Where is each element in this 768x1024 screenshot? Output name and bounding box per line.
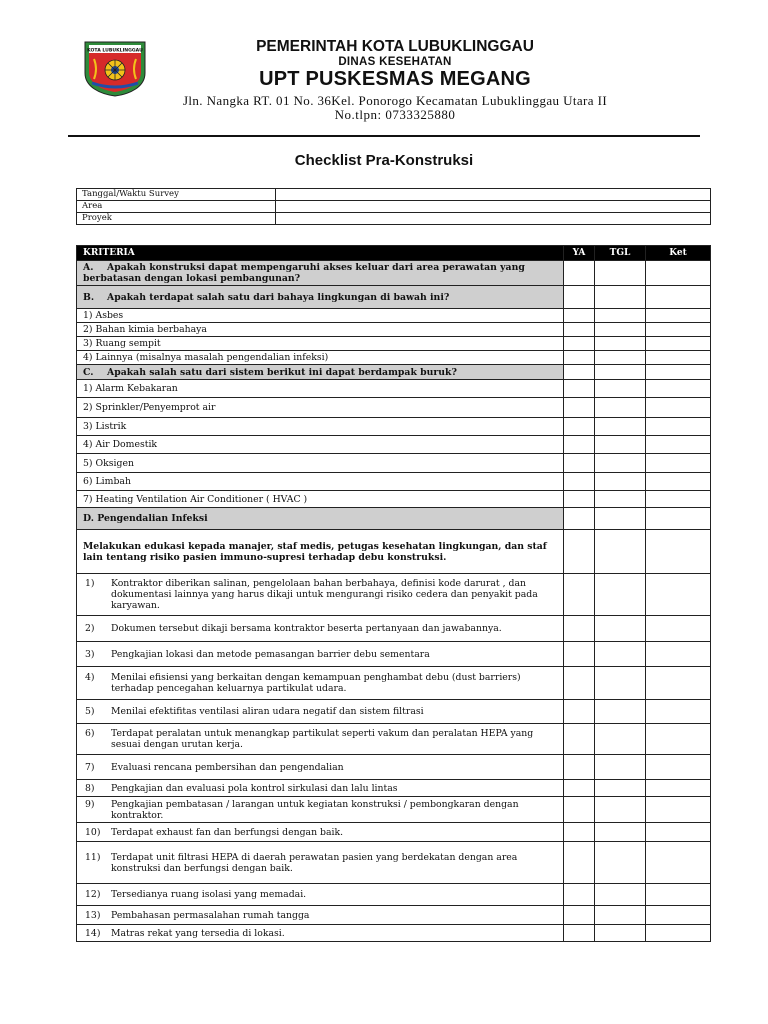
section-text: Apakah konstruksi dapat mempengaruhi akses keluar dari area perawatan yang berbatasan dengan lokasi pembangunan? <box>83 262 525 284</box>
criteria-cell <box>77 574 564 616</box>
tgl-cell[interactable] <box>595 473 646 491</box>
tgl-cell[interactable] <box>595 780 646 797</box>
ya-check-cell[interactable] <box>564 724 595 755</box>
ya-check-cell[interactable] <box>564 925 595 942</box>
ket-cell[interactable] <box>646 436 711 454</box>
tgl-cell[interactable] <box>595 380 646 398</box>
ya-check-cell[interactable] <box>564 380 595 398</box>
ya-check-cell[interactable] <box>564 454 595 473</box>
criteria-cell <box>77 667 564 700</box>
table-row <box>77 574 711 616</box>
item-text: Kontraktor diberikan salinan, pengelolaan bahan berbahaya, definisi kode darurat , dan dokumentasi lainnya yang harus dikaji untuk mengurangi risiko cedera dan penyakit pada karyawan. <box>111 578 538 611</box>
table-row <box>77 797 711 823</box>
ya-check-cell[interactable] <box>564 398 595 418</box>
section-text: Apakah salah satu dari sistem berikut ini dapat berdampak buruk? <box>107 366 457 378</box>
criteria-cell <box>77 418 564 436</box>
survey-value-field[interactable] <box>276 213 711 225</box>
ket-cell[interactable] <box>646 473 711 491</box>
ket-cell[interactable] <box>646 454 711 473</box>
ya-check-cell[interactable] <box>564 780 595 797</box>
item-number: 10) <box>85 826 101 838</box>
item-number: 14) <box>85 927 101 939</box>
ket-cell[interactable] <box>646 365 711 380</box>
tgl-cell[interactable] <box>595 530 646 574</box>
header-ya: YA <box>564 246 595 261</box>
table-row <box>77 642 711 667</box>
header-divider <box>68 135 700 137</box>
criteria-cell <box>77 454 564 473</box>
criteria-cell <box>77 925 564 942</box>
criteria-cell <box>77 351 564 365</box>
tgl-cell[interactable] <box>595 642 646 667</box>
ya-check-cell[interactable] <box>564 323 595 337</box>
tgl-cell[interactable] <box>595 884 646 906</box>
ket-cell[interactable] <box>646 337 711 351</box>
document-title: Checklist Pra-Konstruksi <box>294 152 474 169</box>
criteria-text: 3) Ruang sempit <box>83 338 161 349</box>
ket-cell[interactable] <box>646 616 711 642</box>
table-row <box>77 530 711 574</box>
section-row <box>77 261 711 286</box>
table-row <box>77 884 711 906</box>
criteria-text: 4) Air Domestik <box>83 439 158 450</box>
criteria-text: 3) Listrik <box>83 421 127 432</box>
item-number: 2) <box>85 623 95 634</box>
table-row <box>77 780 711 797</box>
tgl-cell[interactable] <box>595 616 646 642</box>
tgl-cell[interactable] <box>595 755 646 780</box>
gov-name: PEMERINTAH KOTA LUBUKLINGGAU <box>256 38 534 55</box>
ya-check-cell[interactable] <box>564 473 595 491</box>
survey-label: Tanggal/Waktu Survey <box>77 189 276 201</box>
ket-cell[interactable] <box>646 780 711 797</box>
institution-name: UPT PUSKESMAS MEGANG <box>259 68 531 90</box>
table-row <box>77 842 711 884</box>
criteria-text: 2) Bahan kimia berbahaya <box>83 324 207 335</box>
table-row <box>77 398 711 418</box>
ket-cell[interactable] <box>646 823 711 842</box>
section-letter: C. <box>83 366 94 378</box>
criteria-cell <box>77 309 564 323</box>
criteria-cell <box>77 724 564 755</box>
item-text: Menilai efektifitas ventilasi aliran udara negatif dan sistem filtrasi <box>111 706 424 717</box>
criteria-text: D. Pengendalian Infeksi <box>83 513 208 524</box>
ket-cell[interactable] <box>646 286 711 309</box>
address-line: Jln. Nangka RT. 01 No. 36Kel. Ponorogo Kecamatan Lubuklinggau Utara II <box>182 93 608 108</box>
tgl-cell[interactable] <box>595 418 646 436</box>
checklist-table <box>76 245 711 942</box>
item-number: 4) <box>85 672 95 683</box>
criteria-cell <box>77 337 564 351</box>
criteria-cell <box>77 823 564 842</box>
ya-check-cell[interactable] <box>564 823 595 842</box>
ket-cell[interactable] <box>646 530 711 574</box>
ket-cell[interactable] <box>646 642 711 667</box>
header-tgl: TGL <box>595 246 646 261</box>
ket-cell[interactable] <box>646 884 711 906</box>
item-text: Terdapat unit filtrasi HEPA di daerah perawatan pasien yang berdekatan dengan area konstruksi dan berfungsi dengan baik. <box>111 851 518 874</box>
tgl-cell[interactable] <box>595 398 646 418</box>
ya-check-cell[interactable] <box>564 418 595 436</box>
tgl-cell[interactable] <box>595 667 646 700</box>
item-number: 11) <box>85 851 101 863</box>
ket-cell[interactable] <box>646 700 711 724</box>
ya-check-cell[interactable] <box>564 365 595 380</box>
survey-value-field[interactable] <box>276 189 711 201</box>
table-row <box>77 436 711 454</box>
ket-cell[interactable] <box>646 755 711 780</box>
ket-cell[interactable] <box>646 261 711 286</box>
ket-cell[interactable] <box>646 398 711 418</box>
criteria-cell <box>77 906 564 925</box>
item-number: 5) <box>85 706 95 717</box>
table-row <box>77 724 711 755</box>
criteria-cell <box>77 842 564 884</box>
item-text: Pengkajian lokasi dan metode pemasangan barrier debu sementara <box>111 648 430 660</box>
table-row <box>77 925 711 942</box>
ya-check-cell[interactable] <box>564 286 595 309</box>
item-number: 1) <box>85 578 95 589</box>
tgl-cell[interactable] <box>595 823 646 842</box>
tgl-cell[interactable] <box>595 508 646 530</box>
survey-row <box>77 189 711 201</box>
ket-cell[interactable] <box>646 906 711 925</box>
department-name: DINAS KESEHATAN <box>338 56 452 68</box>
criteria-text: 4) Lainnya (misalnya masalah pengendalian infeksi) <box>83 352 329 363</box>
table-row <box>77 473 711 491</box>
survey-row <box>77 213 711 225</box>
ya-check-cell[interactable] <box>564 491 595 508</box>
tgl-cell[interactable] <box>595 436 646 454</box>
ya-check-cell[interactable] <box>564 309 595 323</box>
survey-value-field[interactable] <box>276 201 711 213</box>
table-row <box>77 351 711 365</box>
item-text: Dokumen tersebut dikaji bersama kontraktor beserta pertanyaan dan jawabannya. <box>111 623 502 634</box>
criteria-text: 6) Limbah <box>83 476 131 487</box>
ya-check-cell[interactable] <box>564 351 595 365</box>
tgl-cell[interactable] <box>595 261 646 286</box>
criteria-cell <box>77 323 564 337</box>
item-text: Pengkajian dan evaluasi pola kontrol sirkulasi dan lalu lintas <box>111 782 398 794</box>
table-row <box>77 454 711 473</box>
criteria-cell <box>77 286 564 309</box>
criteria-cell <box>77 780 564 797</box>
ya-check-cell[interactable] <box>564 667 595 700</box>
criteria-text: Melakukan edukasi kepada manajer, staf medis, petugas kesehatan lingkungan, dan staf lain tentang risiko pasien immuno-supresi terhadap debu konstruksi. <box>83 540 547 563</box>
ket-cell[interactable] <box>646 574 711 616</box>
ya-check-cell[interactable] <box>564 700 595 724</box>
tgl-cell[interactable] <box>595 906 646 925</box>
tgl-cell[interactable] <box>595 724 646 755</box>
ket-cell[interactable] <box>646 797 711 823</box>
ya-check-cell[interactable] <box>564 884 595 906</box>
ket-cell[interactable] <box>646 323 711 337</box>
ya-check-cell[interactable] <box>564 842 595 884</box>
ya-check-cell[interactable] <box>564 574 595 616</box>
table-row <box>77 667 711 700</box>
tgl-cell[interactable] <box>595 337 646 351</box>
tgl-cell[interactable] <box>595 323 646 337</box>
criteria-cell <box>77 473 564 491</box>
section-row <box>77 365 711 380</box>
ya-check-cell[interactable] <box>564 261 595 286</box>
ket-cell[interactable] <box>646 380 711 398</box>
ket-cell[interactable] <box>646 508 711 530</box>
criteria-cell <box>77 491 564 508</box>
ya-check-cell[interactable] <box>564 642 595 667</box>
ya-check-cell[interactable] <box>564 616 595 642</box>
item-number: 12) <box>85 889 101 900</box>
section-row <box>77 508 711 530</box>
header-ket: Ket <box>646 246 711 261</box>
criteria-text: 2) Sprinkler/Penyemprot air <box>83 402 216 413</box>
ket-cell[interactable] <box>646 418 711 436</box>
item-text: Terdapat peralatan untuk menangkap partikulat seperti vakum dan peralatan HEPA yang sesuai dengan urutan kerja. <box>111 728 534 750</box>
svg-text:KOTA LUBUKLINGGAU: KOTA LUBUKLINGGAU <box>87 48 143 54</box>
checklist-header-row <box>77 246 711 261</box>
criteria-text: 5) Oksigen <box>83 457 134 469</box>
ket-cell[interactable] <box>646 351 711 365</box>
tgl-cell[interactable] <box>595 797 646 823</box>
item-text: Menilai efisiensi yang berkaitan dengan kemampuan penghambat debu (dust barriers) terhadap pencegahan keluarnya partikulat udara. <box>111 672 521 694</box>
survey-label: Proyek <box>77 213 276 225</box>
survey-label: Area <box>77 201 276 213</box>
table-row <box>77 309 711 323</box>
item-text: Terdapat exhaust fan dan berfungsi dengan baik. <box>111 826 344 838</box>
table-row <box>77 418 711 436</box>
item-text: Evaluasi rencana pembersihan dan pengendalian <box>111 761 344 773</box>
criteria-cell <box>77 755 564 780</box>
ket-cell[interactable] <box>646 724 711 755</box>
criteria-text: 1) Asbes <box>83 310 124 321</box>
table-row <box>77 700 711 724</box>
criteria-cell <box>77 884 564 906</box>
tgl-cell[interactable] <box>595 309 646 323</box>
ket-cell[interactable] <box>646 842 711 884</box>
ya-check-cell[interactable] <box>564 508 595 530</box>
tgl-cell[interactable] <box>595 700 646 724</box>
survey-info-table <box>76 188 711 225</box>
criteria-cell <box>77 365 564 380</box>
table-row <box>77 491 711 508</box>
ket-cell[interactable] <box>646 667 711 700</box>
criteria-text: 1) Alarm Kebakaran <box>83 383 178 394</box>
criteria-cell <box>77 797 564 823</box>
tgl-cell[interactable] <box>595 286 646 309</box>
ket-cell[interactable] <box>646 925 711 942</box>
criteria-cell <box>77 436 564 454</box>
criteria-cell <box>77 508 564 530</box>
tgl-cell[interactable] <box>595 925 646 942</box>
criteria-cell <box>77 398 564 418</box>
item-text: Pengkajian pembatasan / larangan untuk kegiatan konstruksi / pembongkaran dengan kontraktor. <box>111 798 519 821</box>
item-text: Pembahasan permasalahan rumah tangga <box>111 909 310 921</box>
criteria-cell <box>77 380 564 398</box>
table-row <box>77 323 711 337</box>
section-letter: A. <box>83 262 94 273</box>
criteria-cell <box>77 530 564 574</box>
item-number: 13) <box>85 909 101 921</box>
criteria-cell <box>77 261 564 286</box>
header-kriteria: KRITERIA <box>77 246 564 261</box>
tgl-cell[interactable] <box>595 365 646 380</box>
item-number: 9) <box>85 798 95 810</box>
tgl-cell[interactable] <box>595 351 646 365</box>
ya-check-cell[interactable] <box>564 755 595 780</box>
tgl-cell[interactable] <box>595 454 646 473</box>
city-emblem-logo <box>80 39 150 97</box>
tgl-cell[interactable] <box>595 491 646 508</box>
survey-row <box>77 201 711 213</box>
criteria-cell <box>77 642 564 667</box>
table-row <box>77 755 711 780</box>
table-row <box>77 823 711 842</box>
table-row <box>77 380 711 398</box>
tgl-cell[interactable] <box>595 574 646 616</box>
item-number: 8) <box>85 782 95 794</box>
section-letter: B. <box>83 291 95 303</box>
table-row <box>77 616 711 642</box>
item-number: 6) <box>85 728 95 739</box>
table-row <box>77 337 711 351</box>
ya-check-cell[interactable] <box>564 530 595 574</box>
section-text: Apakah terdapat salah satu dari bahaya lingkungan di bawah ini? <box>107 291 450 303</box>
criteria-text: 7) Heating Ventilation Air Conditioner ( HVAC ) <box>83 493 308 505</box>
item-text: Tersedianya ruang isolasi yang memadai. <box>111 889 307 900</box>
item-number: 3) <box>85 648 95 660</box>
criteria-cell <box>77 700 564 724</box>
item-text: Matras rekat yang tersedia di lokasi. <box>111 927 285 939</box>
section-row <box>77 286 711 309</box>
table-row <box>77 906 711 925</box>
phone-line: No.tlpn: 0733325880 <box>334 107 456 122</box>
ya-check-cell[interactable] <box>564 797 595 823</box>
ket-cell[interactable] <box>646 309 711 323</box>
ya-check-cell[interactable] <box>564 436 595 454</box>
tgl-cell[interactable] <box>595 842 646 884</box>
criteria-cell <box>77 616 564 642</box>
ya-check-cell[interactable] <box>564 337 595 351</box>
item-number: 7) <box>85 761 95 773</box>
ket-cell[interactable] <box>646 491 711 508</box>
ya-check-cell[interactable] <box>564 906 595 925</box>
